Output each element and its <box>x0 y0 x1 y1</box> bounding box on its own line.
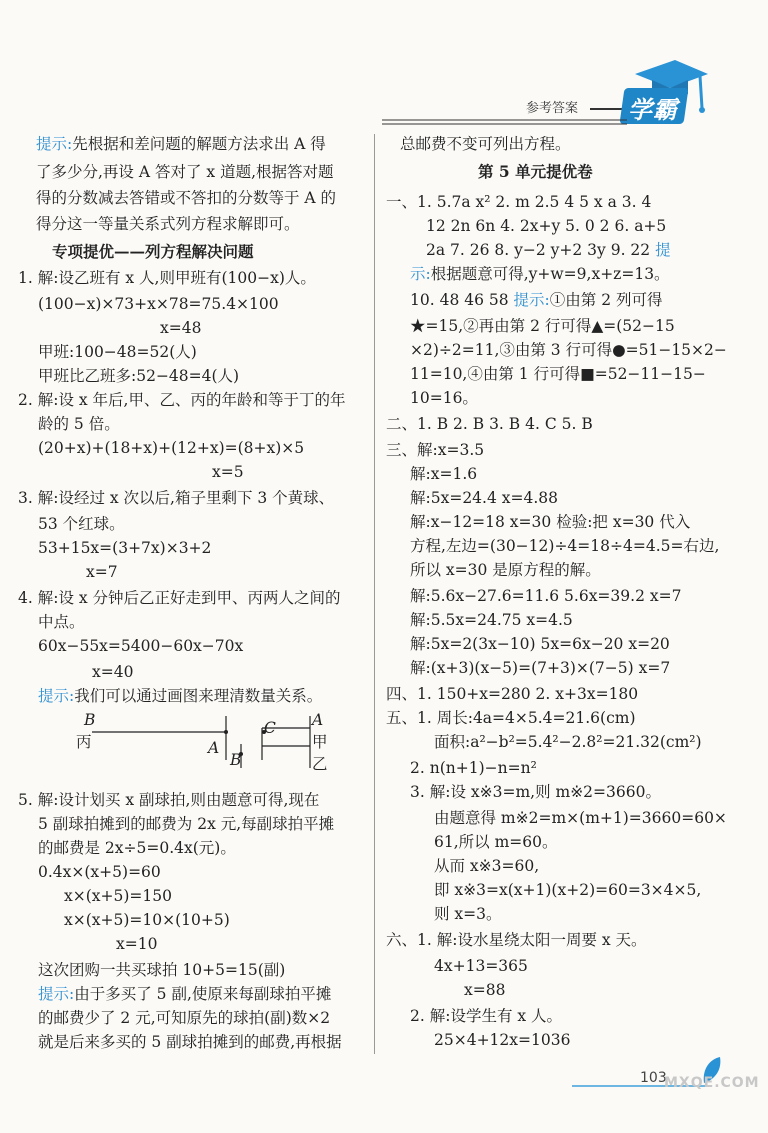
answer-line: 解:x−12=18 x=30 检验:把 x=30 代入 <box>410 513 691 531</box>
equation-line: (20+x)+(18+x)+(12+x)=(8+x)×5 <box>38 439 305 457</box>
answer-line: 三、解:x=3.5 <box>386 441 485 459</box>
equation-line: x=5 <box>212 463 244 481</box>
answer-line: 甲班:100−48=52(人) <box>38 343 197 361</box>
equation-line: 25×4+12x=1036 <box>434 1031 571 1049</box>
hint-line: 得分这一等量关系式列方程求解即可。 <box>36 215 300 233</box>
header-rule-lines <box>382 118 632 128</box>
diagram-label-c: C <box>264 719 276 737</box>
answer-line: 3. 解:设经过 x 次以后,箱子里剩下 3 个黄球、 <box>18 489 335 507</box>
page-header <box>0 0 768 130</box>
answer-line: 从而 x※3=60, <box>434 857 540 875</box>
answer-line: 所以 x=30 是原方程的解。 <box>410 561 601 579</box>
answer-line: 4. 解:设 x 分钟后乙正好走到甲、丙两人之间的 <box>18 589 341 607</box>
hint-line: ×2)÷2=11,③由第 3 行可得●=51−15×2− <box>410 341 727 359</box>
answer-line: 12 2n 6n 4. 2x+y 5. 0 2 6. a+5 <box>426 217 667 235</box>
equation-line: (100−x)×73+x×78=75.4×100 <box>38 295 279 313</box>
answer-line: 中点。 <box>38 613 85 631</box>
answer-line: 二、1. B 2. B 3. B 4. C 5. B <box>386 415 593 433</box>
answer-line: 这次团购一共买球拍 10+5=15(副) <box>38 961 286 979</box>
answer-line: 解:(x+3)(x−5)=(7+3)×(7−5) x=7 <box>410 659 671 677</box>
hint-line: 的邮费少了 2 元,可知原先的球拍(副)数×2 <box>38 1009 331 1027</box>
equation-line: x=10 <box>116 935 158 953</box>
diagram-label-b2: B <box>230 751 242 769</box>
distance-diagram <box>66 708 346 778</box>
answer-line: 2. 解:设学生有 x 人。 <box>410 1007 563 1025</box>
answer-line: 解:5x=2(3x−10) 5x=6x−20 x=20 <box>410 635 670 653</box>
diagram-label-bing: 丙 <box>76 733 92 751</box>
answer-line: 则 x=3。 <box>434 905 502 923</box>
brand-text: 学霸 <box>628 96 678 124</box>
equation-line: x=7 <box>86 563 118 581</box>
answer-line: 53 个红球。 <box>38 515 125 533</box>
hint-line: 示:根据题意可得,y+w=9,x+z=13。 <box>410 265 670 283</box>
page-number: 103 <box>640 1070 667 1086</box>
answer-line: 3. 解:设 x※3=m,则 m※2=3660。 <box>410 783 661 801</box>
answer-line: 面积:a²−b²=5.4²−2.8²=21.32(cm²) <box>434 733 702 751</box>
section-title: 专项提优——列方程解决问题 <box>52 242 254 261</box>
answer-line: 一、1. 5.7a x² 2. m 2.5 4 5 x a 3. 4 <box>386 193 652 211</box>
answer-line: 的邮费是 2x÷5=0.4x(元)。 <box>38 839 236 857</box>
equation-line: 53+15x=(3+7x)×3+2 <box>38 539 212 557</box>
answer-line: 5. 解:设计划买 x 副球拍,则由题意可得,现在 <box>18 791 320 809</box>
watermark: MXQE.COM <box>664 1075 760 1091</box>
answer-line: 61,所以 m=60。 <box>434 833 558 851</box>
answer-line: 解:5.6x−27.6=11.6 5.6x=39.2 x=7 <box>410 587 682 605</box>
answer-line: 1. 解:设乙班有 x 人,则甲班有(100−x)人。 <box>18 269 316 287</box>
answer-line: 5 副球拍摊到的邮费为 2x 元,每副球拍平摊 <box>38 815 335 833</box>
answer-line: 方程,左边=(30−12)÷4=18÷4=4.5=右边, <box>410 537 720 555</box>
equation-line: x×(x+5)=150 <box>64 887 172 905</box>
equation-line: 60x−55x=5400−60x−70x <box>38 637 244 655</box>
answer-line: 2. 解:设 x 年后,甲、乙、丙的年龄和等于丁的年 <box>18 391 346 409</box>
equation-line: x=40 <box>92 663 134 681</box>
diagram-label-a: A <box>208 739 220 757</box>
answer-line: 2a 7. 26 8. y−2 y+2 3y 9. 22 提 <box>426 241 671 259</box>
answer-line: 解:x=1.6 <box>410 465 478 483</box>
answer-line: 由题意得 m※2=m×(m+1)=3660=60× <box>434 809 727 827</box>
hint-line: 11=10,④由第 1 行可得■=52−11−15− <box>410 365 706 383</box>
diagram-label-a2: A <box>312 711 324 729</box>
equation-line: x=88 <box>464 981 506 999</box>
equation-line: 4x+13=365 <box>434 957 528 975</box>
hint-line: 得的分数减去答错或不答扣的分数等于 A 的 <box>36 189 337 207</box>
answer-line: 10. 48 46 58 提示:①由第 2 列可得 <box>410 291 663 309</box>
hint-line: 提示:我们可以通过画图来理清数量关系。 <box>38 687 323 705</box>
diagram-label-jia: 甲 <box>312 733 328 751</box>
answer-line: 甲班比乙班多:52−48=4(人) <box>38 367 240 385</box>
header-label: 参考答案 <box>526 101 579 116</box>
answer-line: 五、1. 周长:4a=4×5.4=21.6(cm) <box>386 709 636 727</box>
equation-line: x=48 <box>160 319 202 337</box>
column-divider <box>374 134 375 1054</box>
diagram-label-b: B <box>84 711 96 729</box>
hint-line: 就是后来多买的 5 副球拍摊到的邮费,再根据 <box>38 1033 342 1051</box>
answer-line: 即 x※3=x(x+1)(x+2)=60=3×4×5, <box>434 881 702 899</box>
hint-line: 了多少分,再设 A 答对了 x 道题,根据答对题 <box>36 163 334 181</box>
hint-line: ★=15,②再由第 2 行可得▲=(52−15 <box>410 317 675 335</box>
hint-line: 提示:由于多买了 5 副,使原来每副球拍平摊 <box>38 985 332 1003</box>
unit-title: 第 5 单元提优卷 <box>478 162 593 181</box>
hint-line: 10=16。 <box>410 389 478 407</box>
continuation-line: 总邮费不变可列出方程。 <box>400 135 571 153</box>
answer-line: 六、1. 解:设水星绕太阳一周要 x 天。 <box>386 931 647 949</box>
equation-line: x×(x+5)=10×(10+5) <box>64 911 230 929</box>
answer-line: 龄的 5 倍。 <box>38 415 120 433</box>
equation-line: 0.4x×(x+5)=60 <box>38 863 161 881</box>
answer-line: 四、1. 150+x=280 2. x+3x=180 <box>386 685 639 703</box>
hint-line: 提示:先根据和差问题的解题方法求出 A 得 <box>36 135 326 153</box>
answer-line: 解:5x=24.4 x=4.88 <box>410 489 558 507</box>
answer-line: 2. n(n+1)−n=n² <box>410 759 537 777</box>
diagram-label-yi: 乙 <box>312 755 328 773</box>
answer-line: 解:5.5x=24.75 x=4.5 <box>410 611 573 629</box>
